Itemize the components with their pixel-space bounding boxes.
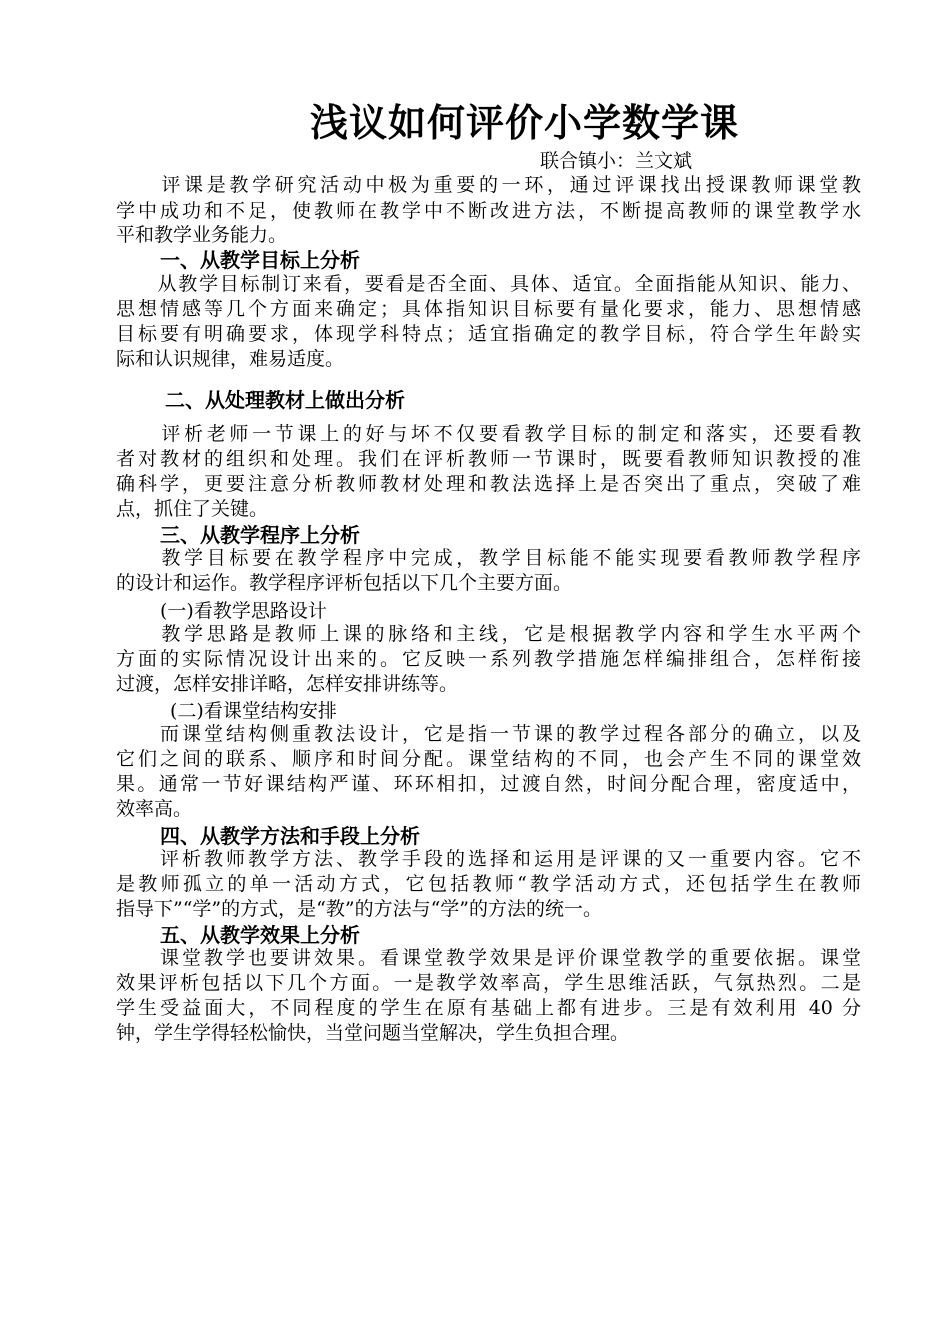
paragraph-line: 确科学，更要注意分析教师教材处理和教法选择上是否突出了重点，突破了难 [116,473,861,495]
paragraph-line: 际和认识规律，难易适度。 [116,348,345,370]
subheading-2: (二)看课堂结构安排 [170,700,337,722]
intro-line: 学中成功和不足，使教师在教学中不断改进方法，不断提高教师的课堂教学水 [116,200,861,222]
section-heading-4: 四、从教学方法和手段上分析 [160,824,420,848]
paragraph-line: 效果评析包括以下几个方面。一是教学效率高，学生思维活跃，气氛热烈。二是 [116,972,861,994]
paragraph-line: 果。通常一节好课结构严谨、环环相扣，过渡自然，时间分配合理，密度适中， [116,773,861,795]
author-line: 联合镇小：兰文斌 [540,150,693,172]
paragraph-line: 它们之间的联系、顺序和时间分配。课堂结构的不同，也会产生不同的课堂效 [116,748,861,770]
section-heading-2: 二、从处理教材上做出分析 [165,388,405,412]
paragraph-line: 是教师孤立的单一活动方式，它包括教师“教学活动方式，还包括学生在教师 [116,873,861,895]
paragraph-line: 学生受益面大，不同程度的学生在原有基础上都有进步。三是有效利用 40 分 [116,997,861,1019]
intro-line: 评课是教学研究活动中极为重要的一环，通过评课找出授课教师课堂教 [116,174,861,196]
intro-line: 平和教学业务能力。 [116,224,288,246]
paragraph-line: 方面的实际情况设计出来的。它反映一系列教学措施怎样编排组合，怎样衔接 [116,648,861,670]
paragraph-line: 效率高。 [116,798,193,820]
paragraph-line: 评析老师一节课上的好与坏不仅要看教学目标的制定和落实，还要看教 [116,423,861,445]
section-heading-1: 一、从教学目标上分析 [160,248,360,272]
paragraph-line: 钟，学生学得轻松愉快，当堂问题当堂解决，学生负担合理。 [116,1022,630,1044]
section-heading-3: 三、从教学程序上分析 [160,523,360,547]
document-title: 浅议如何评价小学数学课 [310,101,740,145]
paragraph-line: 目标要有明确要求，体现学科特点；适宜指确定的教学目标，符合学生年龄实 [116,323,861,345]
subheading-1: (一)看教学思路设计 [160,600,327,622]
paragraph-line: 而课堂结构侧重教法设计，它是指一节课的教学过程各部分的确立，以及 [116,723,861,745]
paragraph-line: 教学思路是教师上课的脉络和主线，它是根据教学内容和学生水平两个 [116,623,861,645]
paragraph-line: 教学目标要在教学程序中完成，教学目标能不能实现要看教师教学程序 [116,547,861,569]
paragraph-line: 评析教师教学方法、教学手段的选择和运用是评课的又一重要内容。它不 [116,848,861,870]
paragraph-line: 过渡，怎样安排详略，怎样安排讲练等。 [116,673,459,695]
paragraph-line: 的设计和运作。教学程序评析包括以下几个主要方面。 [116,572,573,594]
paragraph-line: 从教学目标制订来看，要看是否全面、具体、适宜。全面指能从知识、能力、 [116,273,861,295]
section-heading-5: 五、从教学效果上分析 [160,923,360,947]
paragraph-line: 指导下”“学”的方式，是“教”的方法与“学”的方法的统一。 [116,898,602,920]
paragraph-line: 点，抓住了关键。 [116,498,269,520]
paragraph-line: 课堂教学也要讲效果。看课堂教学效果是评价课堂教学的重要依据。课堂 [116,947,861,969]
paragraph-line: 思想情感等几个方面来确定；具体指知识目标要有量化要求，能力、思想情感 [116,298,861,320]
paragraph-line: 者对教材的组织和处理。我们在评析教师一节课时，既要看教师知识教授的准 [116,448,861,470]
